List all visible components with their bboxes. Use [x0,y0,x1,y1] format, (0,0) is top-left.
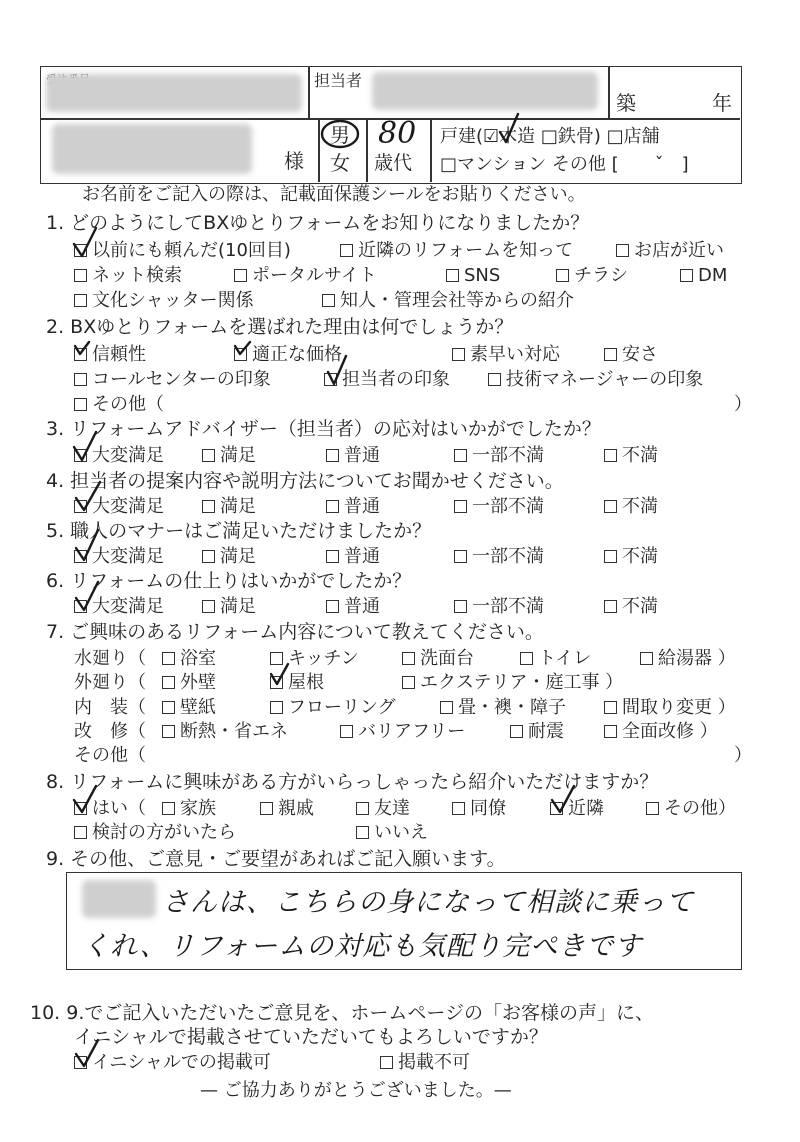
q7-water-label: 水廻り（ [74,648,146,669]
q10-opt-ok: イニシャルでの掲載可 [74,1052,271,1074]
q5-opt-normal: 普通 [326,546,380,568]
q6-opt-very-satisfied: 大変満足 [74,596,164,618]
staff-label: 担当者 [314,71,363,90]
q8-opt-consider: 検討の方がいたら [74,822,236,844]
q2-opt-trust: 信頼性 [74,344,146,366]
q2-opt-callcenter: コールセンターの印象 [74,369,271,391]
built-label: 築 [616,91,636,115]
redacted-staff-name [372,72,598,110]
q5-opt-satisfied: 満足 [202,546,256,568]
female-option: 女 [330,151,350,175]
q8-title: 8. リフォームに興味がある方がいらっしゃったら紹介いただけますか？ [46,771,659,793]
q8-opt-colleague: 同僚 [452,798,506,820]
q8-opt-no: いいえ [356,822,428,844]
house-type-line2: □マンション その他 [ ˇ ] [440,154,689,175]
q7-reno-full: 全面改修 ） [604,721,718,743]
q2-opt-tech: 技術マネージャーの印象 [488,369,703,391]
q2-opt-staff: 担当者の印象 [324,369,450,391]
q1-opt-dm: DM [680,265,727,287]
q7-water-washbasin: 洗面台 [402,648,474,670]
q7-water-bath: 浴室 [162,648,216,670]
q1-opt-net: ネット検索 [74,265,182,287]
q7-water-toilet: トイレ [520,648,591,670]
q7-inner-layout: 間取り変更 ） [604,697,736,719]
q1-opt-sns: SNS [446,265,500,287]
comment-line-1: さんは、こちらの身になって相談に乗って [162,887,694,918]
q2-opt-other: その他（ [74,394,164,416]
q7-outer-label: 外廻り（ [74,672,146,693]
q4-opt-very-satisfied: 大変満足 [74,496,164,518]
q2-title: 2. BXゆとりフォームを選ばれた理由は何でしょうか？ [46,316,514,338]
q8-opt-relative: 親戚 [260,798,314,820]
q7-other-label: その他（ [74,745,146,766]
q2-other-close: ） [734,394,752,415]
q5-title: 5. 職人のマナーはご満足いただけましたか？ [46,520,432,542]
q3-opt-normal: 普通 [326,445,380,467]
q4-opt-normal: 普通 [326,496,380,518]
q6-title: 6. リフォームの仕上りはいかがでしたか？ [46,570,412,592]
q3-opt-partly: 一部不満 [454,445,544,467]
q10-title-1: 10. 9.でご記入いただいたご意見を、ホームページの「お客様の声」に、 [30,1002,655,1024]
q7-water-heater: 給湯器 ） [640,648,736,670]
q1-opt-flyer: チラシ [556,265,628,287]
male-option: 男 [330,123,350,147]
q5-opt-partly: 一部不満 [454,546,544,568]
q9-title: 9. その他、ご意見・ご要望があればご記入願います。 [46,848,506,870]
q1-opt-portal: ポータルサイト [234,265,377,287]
house-type-line1: 戸建(☑木造 □鉄骨) □店舗 [440,126,660,147]
q10-opt-ng: 掲載不可 [380,1052,470,1074]
q1-opt-near: お店が近い [616,240,724,262]
q6-opt-partly: 一部不満 [454,596,544,618]
q7-water-kitchen: キッチン [270,648,359,670]
q7-other-close: ） [734,745,752,766]
q7-inner-tatami: 畳・襖・障子 [440,697,566,719]
q10-title-2: イニシャルで掲載させていただいてもよろしいですか？ [74,1026,548,1048]
q2-opt-cheap: 安さ [604,344,658,366]
thanks-message: — ご協力ありがとうございました。— [200,1080,512,1101]
q4-title: 4. 担当者の提案内容や説明方法についてお聞かせください。 [46,470,564,492]
q7-outer-wall: 外壁 [162,672,216,694]
q3-opt-very-satisfied: 大変満足 [74,445,164,467]
q1-opt-previous: 以前にも頼んだ(10回目) [74,240,291,262]
q7-reno-barrierfree: バリアフリー [340,721,465,743]
q7-inner-wallpaper: 壁紙 [162,697,216,719]
age-label: 歳代 [374,152,413,174]
q7-outer-exterior: エクステリア・庭工事 ） [402,672,623,694]
q3-title: 3. リフォームアドバイザー（担当者）の応対はいかがでしたか？ [46,418,601,440]
q5-opt-unsatisfied: 不満 [604,546,658,568]
q7-reno-insulation: 断熱・省エネ [162,721,288,743]
q7-inner-flooring: フローリング [270,697,396,719]
q2-opt-quick: 素早い対応 [452,344,560,366]
q8-opt-friend: 友達 [356,798,410,820]
q3-opt-satisfied: 満足 [202,445,256,467]
q1-opt-referral: 知人・管理会社等からの紹介 [322,290,574,312]
q7-title: 7. ご興味のあるリフォーム内容について教えてください。 [46,621,544,643]
q7-outer-roof: 屋根 [270,672,324,694]
redacted-order-no [46,74,302,112]
q4-opt-satisfied: 満足 [202,496,256,518]
q6-opt-normal: 普通 [326,596,380,618]
sama-label: 様 [284,149,304,173]
redacted-customer-name [52,124,252,174]
q6-opt-unsatisfied: 不満 [604,596,658,618]
q4-opt-partly: 一部不満 [454,496,544,518]
age-value: 80 [378,116,417,151]
q8-opt-yes: はい（ [74,798,146,820]
q7-reno-quake: 耐震 [510,721,564,743]
q3-opt-unsatisfied: 不満 [604,445,658,467]
q6-opt-satisfied: 満足 [202,596,256,618]
q5-opt-very-satisfied: 大変満足 [74,546,164,568]
q8-opt-family: 家族 [162,798,216,820]
seal-notice: お名前をご記入の際は、記載面保護シールをお貼りください。 [82,184,586,205]
q8-opt-neighbor: 近隣 [550,798,604,820]
q1-opt-bunka: 文化シャッター関係 [74,290,254,312]
redacted-staff-in-comment [82,880,156,918]
year-label: 年 [712,91,732,115]
q1-title: 1. どのようにしてBXゆとりフォームをお知りになりましたか？ [46,212,590,234]
q8-opt-other: その他） [646,798,736,820]
q7-inner-label: 内 装（ [74,697,146,718]
q1-opt-neighbor: 近隣のリフォームを知って [340,240,573,262]
q7-reno-label: 改 修（ [74,721,146,742]
comment-line-2: くれ、リフォームの対応も気配り完ぺきです [82,931,643,962]
q2-opt-price: 適正な価格 [234,344,342,366]
q4-opt-unsatisfied: 不満 [604,496,658,518]
